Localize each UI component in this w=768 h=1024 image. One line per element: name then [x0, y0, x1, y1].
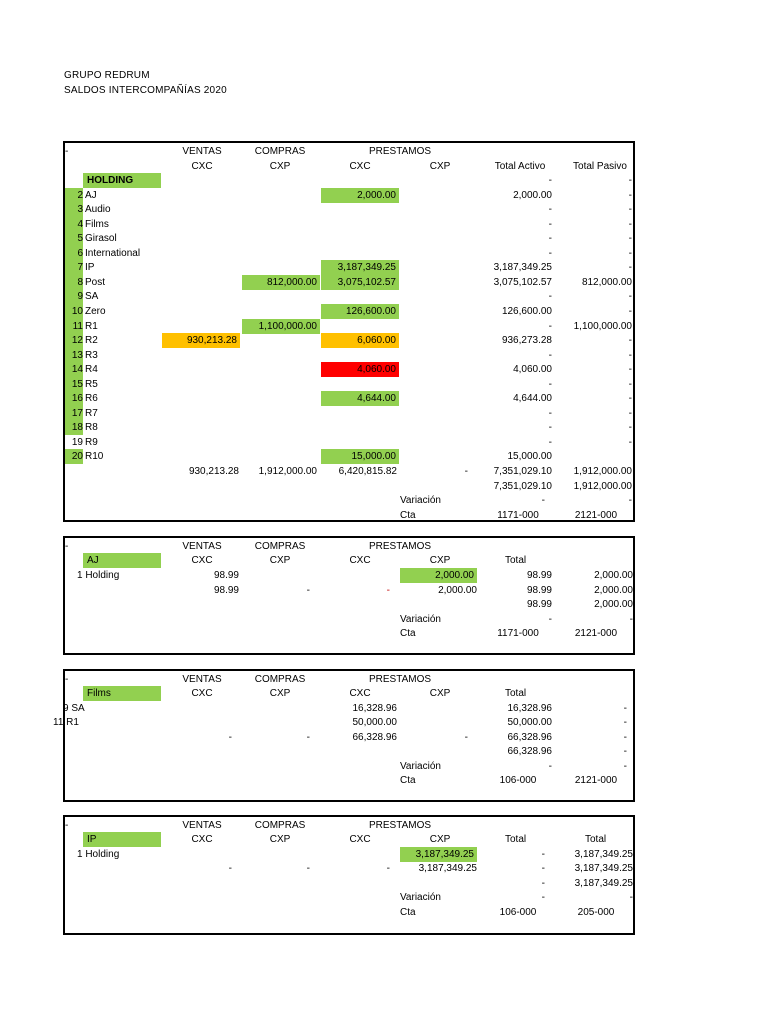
cell-total: 16,328.96: [507, 703, 552, 714]
cell-total-activo: 3,187,349.25: [493, 262, 552, 273]
header-cxp-prestamos: CXP: [429, 834, 451, 845]
cell-total-activo: 2,000.00: [513, 190, 552, 201]
corner-dash: -: [65, 820, 69, 831]
header-cxc-prestamos: CXC: [349, 834, 371, 845]
variacion-pasivo: -: [629, 614, 633, 625]
header-compras: COMPRAS: [254, 820, 306, 831]
cell-total-pasivo: -: [628, 291, 632, 302]
variacion-total: -: [548, 614, 552, 625]
sum2-pasivo: 2,000.00: [594, 599, 633, 610]
row-number: 2: [65, 188, 83, 203]
cell-total: 98.99: [526, 570, 552, 581]
row-company: R10: [85, 451, 104, 462]
cell-total-pasivo: -: [628, 262, 632, 273]
company-label: AJ: [83, 553, 161, 568]
cell-total-pasivo: -: [628, 364, 632, 375]
header-total-activo: Total Activo: [494, 161, 546, 172]
cta-pasivo: 2121-000: [574, 775, 618, 786]
total2-pasivo: 1,912,000.00: [573, 481, 632, 492]
sum-compras: -: [306, 732, 310, 743]
row-company: R9: [85, 437, 98, 448]
header-ventas: VENTAS: [182, 146, 222, 157]
cell-prestamos-cxc: 3,187,349.25: [321, 260, 399, 275]
total-prestamos-cxc: 6,420,815.82: [338, 466, 397, 477]
sum-prestamos-cxp: 3,187,349.25: [418, 863, 477, 874]
sum-pasivo: -: [623, 732, 627, 743]
variacion-activo: -: [541, 495, 545, 506]
header-cxc-prestamos: CXC: [349, 688, 371, 699]
cell-total-activo: 126,600.00: [501, 306, 552, 317]
cell-total-pasivo: [560, 449, 632, 464]
sum2-total: 98.99: [526, 599, 552, 610]
cell-prestamos-cxc: 6,060.00: [321, 333, 399, 348]
header-cxp-compras: CXP: [269, 555, 291, 566]
cell-total-activo: 936,273.28: [501, 335, 552, 346]
sum-ventas: -: [228, 863, 232, 874]
sum-total: -: [541, 863, 545, 874]
row-number: 16: [65, 391, 83, 406]
cell-total-activo: -: [548, 408, 552, 419]
cell-prestamos-cxp: 2,000.00: [400, 568, 477, 583]
cell-total-activo: -: [548, 219, 552, 230]
cell-total-activo: -: [548, 204, 552, 215]
cell-ventas: 98.99: [213, 570, 239, 581]
cell-total: -: [541, 849, 545, 860]
sum-ventas: -: [228, 732, 232, 743]
cell-total-pasivo: -: [628, 379, 632, 390]
cta-pasivo: 2121-000: [574, 510, 618, 521]
row-number: 9: [65, 289, 83, 304]
header-compras: COMPRAS: [254, 674, 306, 685]
sum-prestamos-cxp: -: [464, 732, 468, 743]
cta-activo: 1171-000: [497, 510, 539, 521]
row-number: 15: [65, 377, 83, 392]
cell-total-activo: -: [548, 291, 552, 302]
header-prestamos: PRESTAMOS: [368, 541, 432, 552]
row-company: Post: [85, 277, 106, 288]
variacion-label: Variación: [400, 761, 441, 772]
sum-total: 98.99: [526, 585, 552, 596]
report-title: GRUPO REDRUM: [64, 70, 150, 81]
cell-prestamos-cxp: 3,187,349.25: [400, 847, 477, 862]
total-compras: 1,912,000.00: [258, 466, 317, 477]
header-cxc-ventas: CXC: [191, 688, 213, 699]
cell-prestamos-cxc: 4,060.00: [321, 362, 399, 377]
sum-pasivo: 2,000.00: [594, 585, 633, 596]
header-total: Total: [505, 688, 527, 699]
sum-prestamos-cxp: 2,000.00: [438, 585, 477, 596]
row-label: 1 Holding: [77, 849, 120, 860]
aj-table: [63, 536, 635, 655]
variacion-total: -: [541, 892, 545, 903]
cell-total-activo: 4,060.00: [513, 364, 552, 375]
total2-activo: 7,351,029.10: [493, 481, 552, 492]
company-label: Films: [83, 686, 161, 701]
films-table: [53, 669, 635, 802]
row-label: 11 R1: [53, 717, 79, 728]
header-cxp-prestamos: CXP: [429, 688, 451, 699]
sum-compras: -: [306, 585, 310, 596]
sum-ventas: 98.99: [213, 585, 239, 596]
cell-prestamos-cxc: 50,000.00: [352, 717, 397, 728]
total-ventas: 930,213.28: [188, 466, 239, 477]
row-company: R6: [85, 393, 98, 404]
header-cxc-prestamos: CXC: [349, 161, 371, 172]
row-company: R8: [85, 422, 98, 433]
report-subtitle: SALDOS INTERCOMPAÑÍAS 2020: [64, 85, 227, 96]
cell-total-activo: 3,075,102.57: [493, 277, 552, 288]
cell-prestamos-cxc: 15,000.00: [321, 449, 399, 464]
cell-total-activo: -: [548, 321, 552, 332]
sum2-total: -: [541, 878, 545, 889]
sum-compras: -: [306, 863, 310, 874]
cell-total-activo: -: [548, 379, 552, 390]
sum2-pasivo: 3,187,349.25: [574, 878, 633, 889]
variacion-label: Variación: [400, 495, 441, 506]
variacion-pasivo: -: [629, 892, 633, 903]
cta-label: Cta: [400, 907, 416, 918]
row-company: Girasol: [85, 233, 117, 244]
cell-total-pasivo: -: [628, 175, 632, 186]
cell-total-activo: 4,644.00: [513, 393, 552, 404]
row-number: 4: [65, 217, 83, 232]
cell-pasivo: -: [623, 703, 627, 714]
cta-label: Cta: [400, 510, 416, 521]
row-number: 3: [65, 202, 83, 217]
sum-prestamos-cxc: -: [386, 585, 390, 596]
cell-total-pasivo: -: [628, 408, 632, 419]
cell-total-pasivo: -: [628, 422, 632, 433]
cell-total-activo: -: [548, 422, 552, 433]
header-total-1: Total: [505, 834, 527, 845]
cell-prestamos-cxc: 3,075,102.57: [321, 275, 399, 290]
row-number: 19: [71, 437, 83, 448]
header-total-pasivo: Total Pasivo: [573, 161, 627, 172]
row-number: 8: [65, 275, 83, 290]
row-company: Audio: [85, 204, 111, 215]
header-cxc-prestamos: CXC: [349, 555, 371, 566]
cell-total-activo: -: [548, 233, 552, 244]
row-number: 12: [65, 333, 83, 348]
sum-total: 66,328.96: [507, 732, 552, 743]
variacion-total: -: [548, 761, 552, 772]
row-number: 14: [65, 362, 83, 377]
total-activo: 7,351,029.10: [493, 466, 552, 477]
variacion-label: Variación: [400, 614, 441, 625]
header-compras: COMPRAS: [254, 146, 306, 157]
cell-total-pasivo: 1,100,000.00: [573, 321, 632, 332]
variacion-pasivo: -: [628, 495, 632, 506]
cta-pasivo: 2121-000: [574, 628, 618, 639]
cell-total-activo: -: [548, 350, 552, 361]
cell-total-activo: -: [548, 175, 552, 186]
company-label: IP: [83, 832, 161, 847]
cell-total-pasivo: -: [628, 393, 632, 404]
cell-total-pasivo: -: [628, 306, 632, 317]
company-label: HOLDING: [83, 173, 161, 188]
corner-dash: -: [65, 674, 69, 685]
row-number: 17: [65, 406, 83, 421]
sum-prestamos-cxc: 66,328.96: [352, 732, 397, 743]
cell-total-pasivo: 812,000.00: [581, 277, 632, 288]
cell-total: 50,000.00: [507, 717, 552, 728]
row-number: 13: [65, 348, 83, 363]
cell-compras: 1,100,000.00: [242, 319, 320, 334]
cell-total-pasivo: -: [628, 219, 632, 230]
cta-label: Cta: [400, 775, 416, 786]
sum-prestamos-cxc: -: [386, 863, 390, 874]
row-number: 10: [65, 304, 83, 319]
row-label: 9 SA: [63, 703, 85, 714]
header-cxp-compras: CXP: [269, 161, 291, 172]
cell-compras: 812,000.00: [242, 275, 320, 290]
header-prestamos: PRESTAMOS: [368, 146, 432, 157]
row-company: R5: [85, 379, 98, 390]
holding-table: [63, 141, 635, 522]
row-company: AJ: [85, 190, 97, 201]
ip-table: [63, 815, 635, 935]
total-pasivo: 1,912,000.00: [573, 466, 632, 477]
header-prestamos: PRESTAMOS: [368, 674, 432, 685]
row-company: R7: [85, 408, 98, 419]
row-company: Films: [85, 219, 109, 230]
header-cxp-prestamos: CXP: [429, 555, 451, 566]
row-number: 18: [65, 420, 83, 435]
header-ventas: VENTAS: [182, 820, 222, 831]
header-cxc-ventas: CXC: [191, 161, 213, 172]
corner-dash: -: [65, 541, 69, 552]
header-cxp-compras: CXP: [269, 834, 291, 845]
row-company: R1: [85, 321, 98, 332]
cell-total-pasivo: -: [628, 190, 632, 201]
cell-total-pasivo: -: [628, 437, 632, 448]
cell-total-pasivo: -: [628, 350, 632, 361]
variacion-pasivo: -: [623, 761, 627, 772]
header-total: Total: [505, 555, 527, 566]
cta-label: Cta: [400, 628, 416, 639]
row-label: 1 Holding: [77, 570, 120, 581]
cell-total-pasivo: -: [628, 248, 632, 259]
cell-prestamos-cxc: 126,600.00: [321, 304, 399, 319]
header-ventas: VENTAS: [182, 541, 222, 552]
row-company: International: [85, 248, 141, 259]
cell-pasivo: 2,000.00: [594, 570, 633, 581]
row-number: 11: [65, 319, 83, 334]
header-cxp-compras: CXP: [269, 688, 291, 699]
cell-total-activo: -: [548, 437, 552, 448]
cell-prestamos-cxc: 16,328.96: [352, 703, 397, 714]
row-number: 6: [65, 246, 83, 261]
sum2-pasivo: -: [623, 746, 627, 757]
sum-pasivo: 3,187,349.25: [574, 863, 633, 874]
cta-pasivo: 205-000: [577, 907, 615, 918]
cell-prestamos-cxc: 4,644.00: [321, 391, 399, 406]
header-ventas: VENTAS: [182, 674, 222, 685]
header-cxp-prestamos: CXP: [429, 161, 451, 172]
header-cxc-ventas: CXC: [191, 834, 213, 845]
header-total-2: Total: [585, 834, 607, 845]
row-company: Zero: [85, 306, 106, 317]
corner-dash: -: [65, 146, 69, 157]
cell-total-pasivo: -: [628, 204, 632, 215]
cta-total: 106-000: [499, 907, 537, 918]
row-number: 7: [65, 260, 83, 275]
cell-total-pasivo: -: [628, 233, 632, 244]
cell-pasivo: -: [623, 717, 627, 728]
sum2-total: 66,328.96: [507, 746, 552, 757]
row-company: R3: [85, 350, 98, 361]
cell-total-activo: -: [548, 248, 552, 259]
cell-prestamos-cxc: 2,000.00: [321, 188, 399, 203]
total-prestamos-cxp: -: [464, 466, 468, 477]
row-company: SA: [85, 291, 99, 302]
header-compras: COMPRAS: [254, 541, 306, 552]
cell-pasivo: 3,187,349.25: [574, 849, 633, 860]
cta-total: 1171-000: [497, 628, 539, 639]
cell-ventas: 930,213.28: [162, 333, 240, 348]
row-company: IP: [85, 262, 95, 273]
row-number: 5: [65, 231, 83, 246]
header-cxc-ventas: CXC: [191, 555, 213, 566]
header-prestamos: PRESTAMOS: [368, 820, 432, 831]
cell-total-activo: 15,000.00: [507, 451, 552, 462]
row-company: R2: [85, 335, 98, 346]
row-company: R4: [85, 364, 98, 375]
cta-total: 106-000: [499, 775, 537, 786]
cell-total-pasivo: -: [628, 335, 632, 346]
variacion-label: Variación: [400, 892, 441, 903]
row-number: 20: [65, 449, 83, 464]
